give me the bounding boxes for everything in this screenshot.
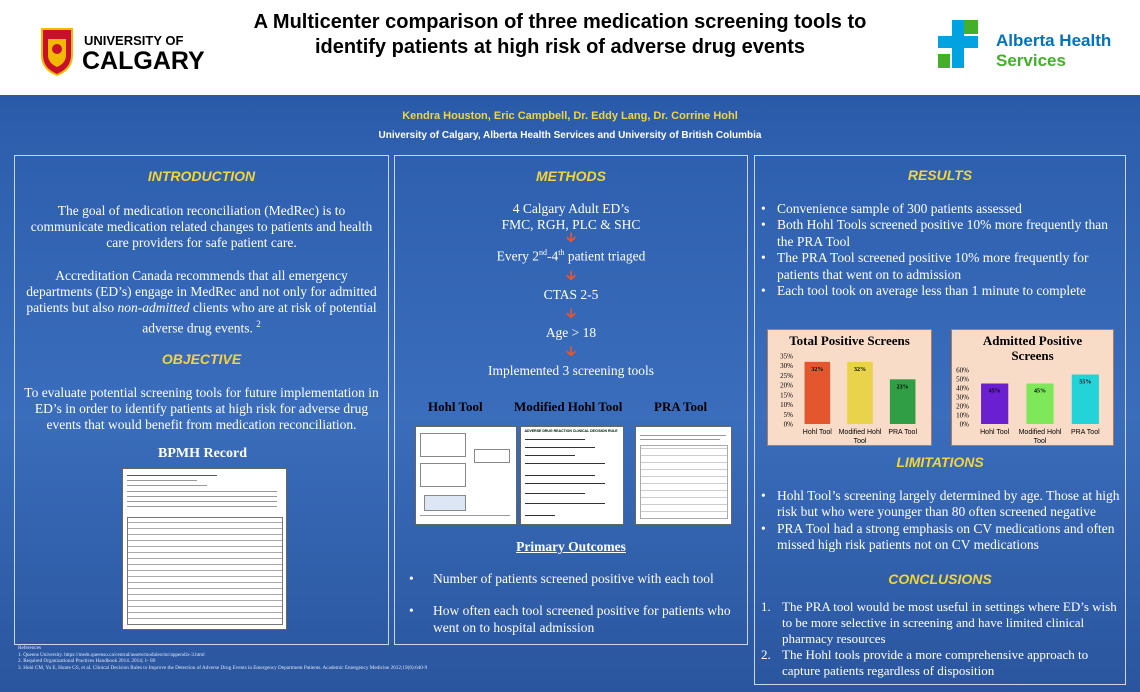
conclusions-item: 1. The PRA tool would be most useful in settings where ED’s wish to be more selective in screening and have limited clinical pharmacy resources	[761, 599, 1117, 646]
results-list	[761, 201, 1119, 299]
introduction-paragraph-1: The goal of medication reconciliation (MedRec) is to communicate medication related changes to patients and health care providers for safe patient care.	[30, 203, 373, 250]
form-box	[420, 433, 466, 457]
bpmh-table-grid	[127, 517, 283, 625]
admitted-positive-screens-chart	[951, 329, 1114, 446]
tool-label-hohl: Hohl Tool	[428, 399, 483, 414]
form-box	[424, 495, 466, 511]
y-tick-label: 60%	[956, 366, 969, 375]
methods-step-triage: Every 2nd-4th patient triaged	[496, 248, 646, 264]
references-label: References	[18, 645, 42, 651]
bpmh-record-title: BPMH Record	[157, 446, 248, 461]
down-arrow-icon: 🡳	[565, 306, 577, 322]
poster-header	[0, 0, 1140, 95]
results-item: • Each tool took on average less than 1 minute to complete	[761, 283, 1119, 299]
outcome-item: • Number of patients screened positive with each tool	[409, 571, 739, 587]
y-tick-label: 20%	[780, 381, 793, 390]
pra-table-grid	[640, 445, 728, 519]
category-label: Hohl Tool	[980, 429, 1010, 436]
y-tick-label: 5%	[783, 410, 793, 419]
reference-item: 1. Queens University. https://meds.queensu.ca/central/assets/modules/mr/appendix-3.html	[18, 651, 205, 658]
bpmh-record-form-image	[122, 468, 287, 630]
data-label: 32%	[811, 366, 824, 373]
reference-item: 2. Required Organizational Practices Handbook 2014. 2014; 1- 80	[18, 658, 156, 665]
objective-text: To evaluate potential screening tools for future implementation in ED’s in order to identify patients at high risk for adverse drug events that would benefit from medication reconciliation.	[24, 385, 379, 432]
data-label: 45%	[988, 388, 1001, 395]
conclusions-item: 2. The Hohl tools provide a more comprehensive approach to capture patients regardless of disposition	[761, 647, 1089, 678]
results-heading: RESULTS	[907, 167, 973, 183]
data-label: 45%	[1034, 388, 1046, 395]
introduction-panel	[14, 155, 389, 645]
category-label: Tool	[853, 438, 867, 445]
category-label: PRA Tool	[1070, 429, 1100, 436]
ahs-logo-line1: Alberta Health	[996, 31, 1112, 50]
methods-step-ctas: CTAS 2-5	[543, 286, 599, 302]
form-box	[474, 449, 510, 463]
results-item: • Convenience sample of 300 patients assessed	[761, 201, 1119, 217]
results-item: • Both Hohl Tools screened positive 10% more frequently than the PRA Tool	[761, 217, 1119, 250]
methods-step-sites-list: FMC, RGH, PLC & SHC	[501, 217, 641, 232]
results-panel	[754, 155, 1126, 685]
category-label: Modified Hohl	[838, 429, 882, 436]
authors: Kendra Houston, Eric Campbell, Dr. Eddy Lang, Dr. Corrine Hohl	[402, 110, 738, 122]
tool-label-pra: PRA Tool	[654, 399, 708, 414]
down-arrow-icon: 🡳	[565, 268, 577, 284]
methods-step-tools: Implemented 3 screening tools	[487, 362, 655, 378]
methods-panel	[394, 155, 748, 645]
data-label: 32%	[854, 366, 866, 373]
chart-title: Total Positive Screens	[789, 333, 910, 348]
y-tick-label: 10%	[780, 401, 793, 410]
uc-logo-line1: UNIVERSITY OF	[84, 33, 184, 48]
uc-logo-line2: CALGARY	[82, 47, 205, 75]
objective-heading: OBJECTIVE	[161, 351, 242, 367]
y-tick-label: 30%	[780, 362, 793, 371]
conclusions-heading: CONCLUSIONS	[888, 571, 992, 587]
y-tick-label: 0%	[959, 420, 969, 429]
outcome-item: • How often each tool screened positive for patients who went on to hospital admission	[409, 603, 739, 636]
methods-flow	[395, 201, 747, 379]
references	[18, 645, 458, 671]
results-item: • The PRA Tool screened positive 10% more frequently for patients that went on to admission	[761, 250, 1119, 283]
university-of-calgary-logo	[38, 25, 218, 77]
total-positive-screens-plot	[768, 330, 931, 445]
y-tick-label: 35%	[780, 352, 793, 361]
y-tick-label: 40%	[956, 384, 969, 393]
data-label: 55%	[1079, 379, 1092, 386]
pra-tool-form-image	[635, 426, 732, 525]
ahs-logo-line2: Services	[996, 51, 1066, 70]
chart-title: Admitted Positive Screens	[982, 333, 1083, 363]
methods-step-age: Age > 18	[545, 324, 597, 340]
y-tick-label: 15%	[780, 391, 793, 400]
category-label: PRA Tool	[888, 429, 918, 436]
limitations-heading: LIMITATIONS	[896, 454, 984, 470]
primary-outcomes-list	[409, 571, 739, 636]
modified-hohl-tool-form-image	[520, 426, 624, 525]
affiliations: University of Calgary, Alberta Health Services and University of British Columbia	[378, 130, 762, 141]
form-box	[420, 463, 466, 487]
introduction-paragraph-2: Accreditation Canada recommends that all emergency departments (ED’s) engage in MedRec and not only for admitted patients but also non-admitted clients who are at risk of potential adverse drug events. $^2$	[26, 268, 377, 336]
limitations-item: • Hohl Tool’s screening largely determined by age. Those at high risk but who were younger than 80 often screened negative	[761, 488, 1123, 521]
y-tick-label: 50%	[956, 375, 969, 384]
down-arrow-icon: 🡳	[565, 344, 577, 360]
category-label: Modified Hohl	[1018, 429, 1062, 436]
conclusions-list	[761, 599, 1121, 679]
hohl-tool-form-image	[415, 426, 517, 525]
y-tick-label: 10%	[956, 411, 969, 420]
admitted-positive-screens-plot	[952, 330, 1113, 445]
limitations-item: • PRA Tool had a strong emphasis on CV medications and often missed high risk patients not on CV medications	[761, 521, 1123, 554]
primary-outcomes-heading: Primary Outcomes	[516, 539, 626, 554]
category-label: Tool	[1033, 438, 1047, 445]
tool-label-modified-hohl: Modified Hohl Tool	[514, 399, 623, 414]
methods-step-sites-count: 4 Calgary Adult ED’s	[512, 201, 630, 216]
down-arrow-icon: 🡳	[565, 231, 577, 246]
methods-heading: METHODS	[536, 168, 606, 184]
introduction-heading: INTRODUCTION	[147, 168, 256, 184]
y-tick-label: 0%	[783, 420, 793, 429]
y-tick-label: 30%	[956, 393, 969, 402]
y-tick-label: 20%	[956, 402, 969, 411]
alberta-health-services-logo	[938, 18, 1118, 70]
poster-title: A Multicenter comparison of three medication screening tools to identify patients at high risk of adverse drug events	[253, 11, 867, 58]
data-label: 23%	[896, 384, 909, 391]
y-tick-label: 25%	[780, 371, 793, 380]
total-positive-screens-chart	[767, 329, 932, 446]
limitations-list	[761, 488, 1123, 554]
category-label: Hohl Tool	[802, 429, 832, 436]
mini-form-title: ADVERSE DRUG REACTION CLINICAL DECISION RULE	[524, 429, 618, 433]
reference-item: 3. Hohl CM, Yu E, Hunte GS, et al. Clinical Decision Rules to Improve the Detection of Adverse Drug Events in Emergency Department Patients. Academic Emergency Medicine 2012;19(6):640-9	[18, 664, 428, 671]
